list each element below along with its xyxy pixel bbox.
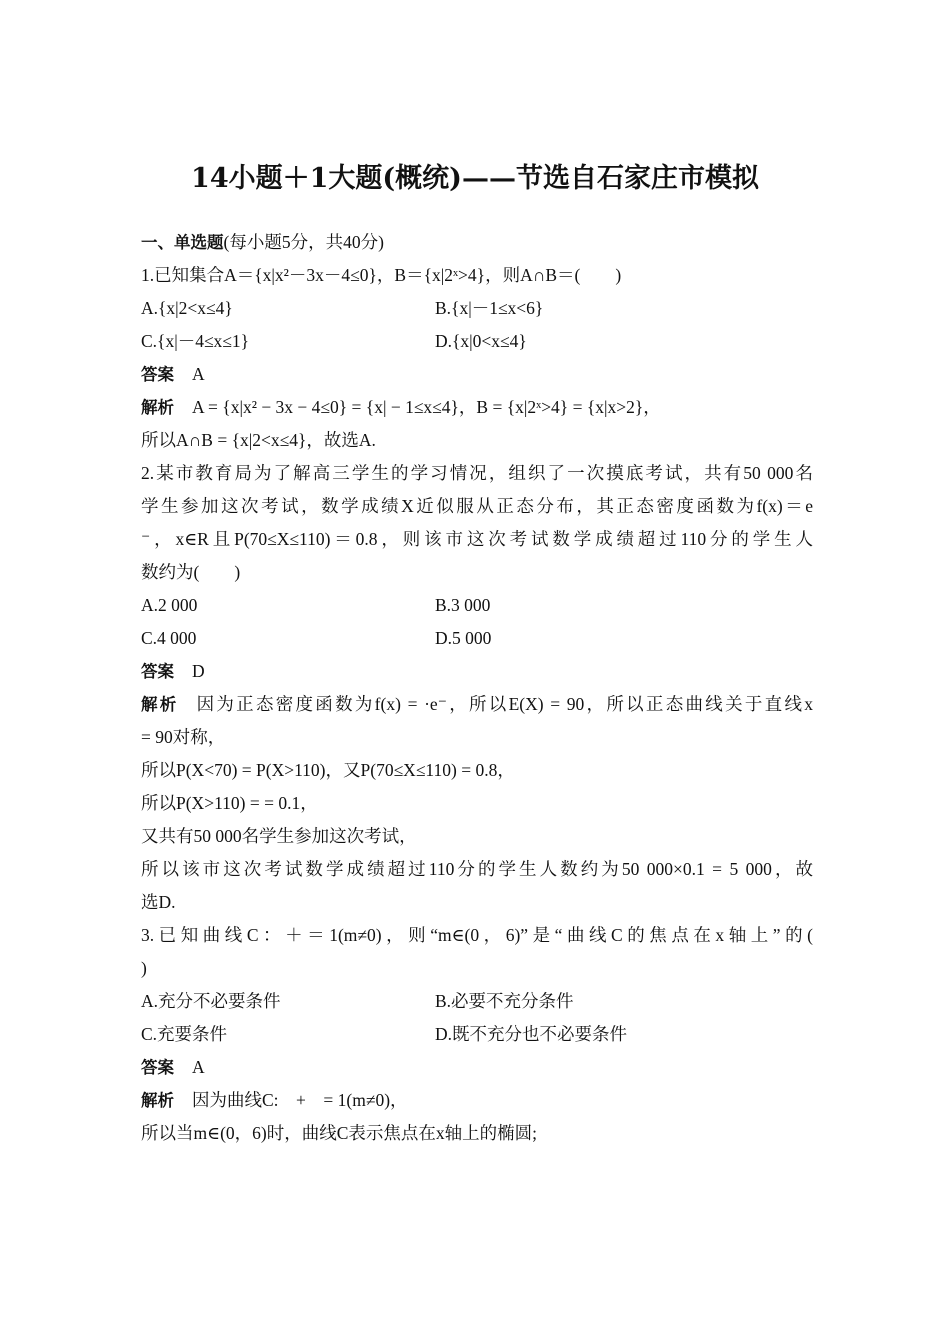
q1-stem: 1.已知集合A＝{x|x²－3x－4≤0}，B＝{x|2ˣ>4}，则A∩B＝( )	[141, 265, 622, 285]
q1-analysis-line-1	[141, 391, 813, 424]
q3-options-row-1	[141, 985, 813, 1018]
q2-analysis-line-6: 所以该市这次考试数学成绩超过110分的学生人数约为50 000×0.1 = 5 000，故	[141, 859, 813, 879]
q1-options-row-2	[141, 325, 813, 358]
q3-options-row-2	[141, 1018, 813, 1051]
q2-stem-line-1: 2.某市教育局为了解高三学生的学习情况，组织了一次摸底考试，共有50 000名	[141, 463, 813, 483]
q2-option-c: C.4 000	[141, 628, 197, 648]
q1-option-c: C.{x|－4≤x≤1}	[141, 331, 250, 351]
q3-stem-line-2: )	[141, 958, 147, 978]
q3-option-b: B.必要不充分条件	[435, 991, 574, 1011]
q2-analysis-label: 解析	[141, 695, 179, 714]
q2-analysis-line-2: = 90对称，	[141, 727, 226, 747]
q2-stem-line-4: 数约为( )	[141, 562, 241, 582]
q3-analysis-text-1: 因为曲线C: + = 1(m≠0)，	[192, 1090, 408, 1110]
q2-analysis-line-3: 所以P(X<70) = P(X>110)，又P(70≤X≤110) = 0.8，	[141, 760, 515, 780]
q2-analysis-line-4: 所以P(X>110) = = 0.1，	[141, 793, 318, 813]
q3-option-c: C.充要条件	[141, 1024, 228, 1044]
q3-option-a: A.充分不必要条件	[141, 991, 281, 1011]
q1-analysis-line-2: 所以A∩B = {x|2<x≤4}，故选A.	[141, 430, 376, 450]
q3-answer-value: A	[192, 1057, 205, 1077]
q2-answer-label: 答案	[141, 662, 174, 681]
q1-analysis-text-1: A = {x|x² − 3x − 4≤0} = {x| − 1≤x≤4}，B = {x|2ˣ>4} = {x|x>2}，	[192, 397, 661, 417]
q3-analysis-line-2: 所以当m∈(0，6)时，曲线C表示焦点在x轴上的椭圆;	[141, 1123, 538, 1143]
q3-answer	[141, 1051, 813, 1084]
section-heading-note: (每小题5分，共40分)	[223, 232, 384, 252]
q2-option-a: A.2 000	[141, 595, 198, 615]
q3-option-d: D.既不充分也不必要条件	[435, 1024, 628, 1044]
q1-answer-value: A	[192, 364, 205, 384]
q2-analysis-line-7: 选D.	[141, 892, 176, 912]
q3-answer-label: 答案	[141, 1058, 174, 1077]
section-heading-label: 一、单选题	[141, 233, 224, 252]
q1-answer-label: 答案	[141, 365, 174, 384]
q3-stem-line-1: 3.已知曲线C：＋＝1(m≠0)，则“m∈(0，6)”是“曲线C的焦点在x轴上”的(	[141, 925, 813, 945]
q2-analysis-text-1: 因为正态密度函数为f(x) = ·e⁻，所以E(X) = 90，所以正态曲线关于直线x	[196, 694, 813, 714]
q2-options-row-1	[141, 589, 813, 622]
q1-option-b: B.{x|－1≤x<6}	[435, 298, 544, 318]
q1-answer	[141, 358, 813, 391]
q2-option-b: B.3 000	[435, 595, 491, 615]
q2-stem-line-2: 学生参加这次考试，数学成绩X近似服从正态分布，其正态密度函数为f(x)＝e	[141, 496, 813, 516]
q2-options-row-2	[141, 622, 813, 655]
q1-analysis-label: 解析	[141, 398, 174, 417]
q2-answer-value: D	[192, 661, 205, 681]
q2-analysis-line-5: 又共有50 000名学生参加这次考试，	[141, 826, 417, 846]
section-heading	[141, 226, 813, 259]
q2-answer	[141, 655, 813, 688]
q3-analysis-label: 解析	[141, 1091, 174, 1110]
q1-option-d: D.{x|0<x≤4}	[435, 331, 527, 351]
q1-options-row-1	[141, 292, 813, 325]
q2-stem-line-3: ⁻，x∈R且P(70≤X≤110)＝0.8，则该市这次考试数学成绩超过110分的学生人	[141, 529, 813, 549]
document-body	[141, 226, 813, 1150]
q3-analysis-line-1	[141, 1084, 813, 1117]
q2-option-d: D.5 000	[435, 628, 492, 648]
q1-option-a: A.{x|2<x≤4}	[141, 298, 233, 318]
q2-analysis-line-1	[141, 688, 813, 721]
page-title: 14小题＋1大题(概统)——节选自石家庄市模拟	[191, 163, 759, 194]
